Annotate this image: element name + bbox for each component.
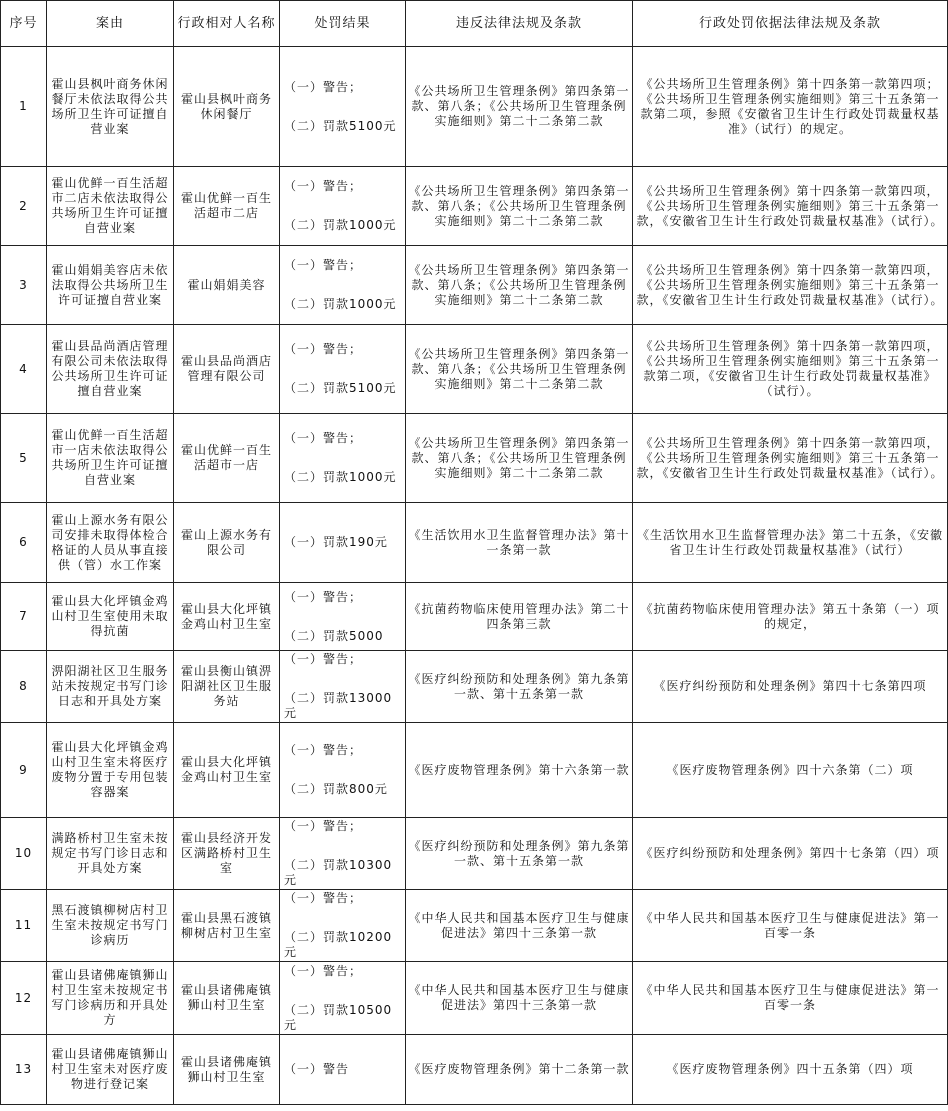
basis-cell: 《中华人民共和国基本医疗卫生与健康促进法》第一百零一条 bbox=[633, 890, 948, 962]
result-cell bbox=[280, 818, 406, 890]
party-cell: 霍山县黑石渡镇柳树店村卫生室 bbox=[174, 890, 280, 962]
case-cell: 霍山县枫叶商务休闲餐厅未依法取得公共场所卫生许可证擅自营业案 bbox=[47, 47, 174, 167]
violation-cell: 《公共场所卫生管理条例》第四条第一款、第八条；《公共场所卫生管理条例实施细则》第二十二条第二款 bbox=[406, 47, 633, 167]
violation-cell: 《中华人民共和国基本医疗卫生与健康促进法》第四十三条第一款 bbox=[406, 890, 633, 962]
result-line: （一）警告； bbox=[284, 589, 363, 604]
result-cell bbox=[280, 503, 406, 583]
table-row bbox=[1, 962, 948, 1035]
table-row bbox=[1, 167, 948, 246]
result-cell bbox=[280, 962, 406, 1035]
result-cell bbox=[280, 47, 406, 167]
violation-cell: 《医疗纠纷预防和处理条例》第九条第一款、第十五条第一款 bbox=[406, 818, 633, 890]
case-cell: 霍山县诸佛庵镇狮山村卫生室未按规定书写门诊病历和开具处方 bbox=[47, 962, 174, 1035]
case-cell: 霍山优鲜一百生活超市一店未依法取得公共场所卫生许可证擅自营业案 bbox=[47, 414, 174, 503]
result-line: （一）警告； bbox=[284, 342, 363, 356]
party-cell: 霍山上源水务有限公司 bbox=[174, 503, 280, 583]
violation-cell: 《公共场所卫生管理条例》第四条第一款、第八条；《公共场所卫生管理条例实施细则》第二十二条第二款 bbox=[406, 414, 633, 503]
basis-cell: 《公共场所卫生管理条例》第十四条第一款第四项，《公共场所卫生管理条例实施细则》第三十五条第一款，《安徽省卫生计生行政处罚裁量权基准》（试行）。 bbox=[633, 246, 948, 325]
case-cell: 霍山县大化坪镇金鸡山村卫生室使用未取得抗菌 bbox=[47, 583, 174, 651]
result-cell bbox=[280, 583, 406, 651]
result-cell bbox=[280, 890, 406, 962]
party-cell: 霍山娟娟美容 bbox=[174, 246, 280, 325]
case-cell: 霍山上源水务有限公司安排未取得体检合格证的人员从事直接供（管）水工作案 bbox=[47, 503, 174, 583]
party-cell: 霍山县衡山镇淠阳湖社区卫生服务站 bbox=[174, 651, 280, 723]
violation-cell: 《医疗废物管理条例》第十六条第一款 bbox=[406, 723, 633, 818]
row-number: 10 bbox=[1, 818, 47, 890]
header-case: 案由 bbox=[47, 1, 174, 47]
violation-cell: 《公共场所卫生管理条例》第四条第一款、第八条；《公共场所卫生管理条例实施细则》第二十二条第二款 bbox=[406, 167, 633, 246]
basis-cell: 《医疗纠纷预防和处理条例》第四十七条第四项 bbox=[633, 651, 948, 723]
case-cell: 满路桥村卫生室未按规定书写门诊日志和开具处方案 bbox=[47, 818, 174, 890]
party-cell: 霍山县经济开发区满路桥村卫生室 bbox=[174, 818, 280, 890]
result-gap bbox=[284, 758, 403, 782]
violation-cell: 《中华人民共和国基本医疗卫生与健康促进法》第四十三条第一款 bbox=[406, 962, 633, 1035]
result-line: （二）罚款1000元 bbox=[284, 218, 397, 232]
basis-cell: 《医疗纠纷预防和处理条例》第四十七条第（四）项 bbox=[633, 818, 948, 890]
row-number: 4 bbox=[1, 325, 47, 414]
result-gap bbox=[284, 979, 403, 1003]
result-line: （一）警告 bbox=[284, 1062, 350, 1076]
header-party: 行政相对人名称 bbox=[174, 1, 280, 47]
party-cell: 霍山优鲜一百生活超市一店 bbox=[174, 414, 280, 503]
result-gap bbox=[284, 273, 403, 297]
result-line: （二）罚款5000 bbox=[284, 628, 384, 643]
result-cell bbox=[280, 325, 406, 414]
result-cell bbox=[280, 723, 406, 818]
row-number: 12 bbox=[1, 962, 47, 1035]
row-number: 2 bbox=[1, 167, 47, 246]
result-gap bbox=[284, 834, 403, 858]
table-row bbox=[1, 651, 948, 723]
result-gap bbox=[284, 906, 403, 930]
basis-cell: 《公共场所卫生管理条例》第十四条第一款第四项，《公共场所卫生管理条例实施细则》第三十五条第一款第二项，《安徽省卫生计生行政处罚裁量权基准》（试行）。 bbox=[633, 325, 948, 414]
party-cell: 霍山优鲜一百生活超市二店 bbox=[174, 167, 280, 246]
result-gap bbox=[284, 194, 403, 218]
case-cell: 霍山县品尚酒店管理有限公司未依法取得公共场所卫生许可证擅自营业案 bbox=[47, 325, 174, 414]
header-violation: 违反法律法规及条款 bbox=[406, 1, 633, 47]
violation-cell: 《医疗废物管理条例》第十二条第一款 bbox=[406, 1035, 633, 1105]
party-cell: 霍山县大化坪镇金鸡山村卫生室 bbox=[174, 723, 280, 818]
row-number: 5 bbox=[1, 414, 47, 503]
basis-cell: 《公共场所卫生管理条例》第十四条第一款第四项，《公共场所卫生管理条例实施细则》第三十五条第一款，《安徽省卫生计生行政处罚裁量权基准》（试行）。 bbox=[633, 167, 948, 246]
result-line: （二）罚款10500元 bbox=[284, 1002, 393, 1032]
result-line: （一）警告； bbox=[284, 258, 363, 272]
case-cell: 黑石渡镇柳树店村卫生室未按规定书写门诊病历 bbox=[47, 890, 174, 962]
row-number: 11 bbox=[1, 890, 47, 962]
result-line: （一）警告； bbox=[284, 431, 363, 445]
violation-cell: 《生活饮用水卫生监督管理办法》第十一条第一款 bbox=[406, 503, 633, 583]
party-cell: 霍山县诸佛庵镇狮山村卫生室 bbox=[174, 962, 280, 1035]
party-cell: 霍山县诸佛庵镇狮山村卫生室 bbox=[174, 1035, 280, 1105]
table-row bbox=[1, 1035, 948, 1105]
basis-cell: 《医疗废物管理条例》四十六条第（二）项 bbox=[633, 723, 948, 818]
result-line: （一）警告； bbox=[284, 891, 363, 905]
result-line: （二）罚款5100元 bbox=[284, 381, 397, 395]
result-cell bbox=[280, 167, 406, 246]
table-row bbox=[1, 583, 948, 651]
result-line: （二）罚款1000元 bbox=[284, 297, 397, 311]
result-line: （二）罚款10300元 bbox=[284, 858, 393, 887]
result-cell bbox=[280, 246, 406, 325]
result-cell bbox=[280, 651, 406, 723]
row-number: 8 bbox=[1, 651, 47, 723]
result-gap bbox=[284, 357, 403, 381]
basis-cell: 《医疗废物管理条例》四十五条第（四）项 bbox=[633, 1035, 948, 1105]
violation-cell: 《公共场所卫生管理条例》第四条第一款、第八条；《公共场所卫生管理条例实施细则》第二十二条第二款 bbox=[406, 246, 633, 325]
party-cell: 霍山县大化坪镇金鸡山村卫生室 bbox=[174, 583, 280, 651]
basis-cell: 《中华人民共和国基本医疗卫生与健康促进法》第一百零一条 bbox=[633, 962, 948, 1035]
table-row bbox=[1, 818, 948, 890]
case-cell: 霍山优鲜一百生活超市二店未依法取得公共场所卫生许可证擅自营业案 bbox=[47, 167, 174, 246]
row-number: 1 bbox=[1, 47, 47, 167]
row-number: 9 bbox=[1, 723, 47, 818]
violation-cell: 《抗菌药物临床使用管理办法》第二十四条第三款 bbox=[406, 583, 633, 651]
table-row bbox=[1, 47, 948, 167]
row-number: 7 bbox=[1, 583, 47, 651]
result-gap bbox=[284, 605, 403, 629]
case-cell: 霍山县大化坪镇金鸡山村卫生室未将医疗废物分置于专用包装容器案 bbox=[47, 723, 174, 818]
header-row bbox=[1, 1, 948, 47]
result-gap bbox=[284, 667, 403, 691]
basis-cell: 《生活饮用水卫生监督管理办法》第二十五条，《安徽省卫生计生行政处罚裁量权基准》（试行） bbox=[633, 503, 948, 583]
basis-cell: 《公共场所卫生管理条例》第十四条第一款第四项；《公共场所卫生管理条例实施细则》第三十五条第一款第二项，参照《安徽省卫生计生行政处罚裁量权基准》（试行）的规定。 bbox=[633, 47, 948, 167]
result-line: （一）警告； bbox=[284, 963, 363, 978]
case-cell: 霍山县诸佛庵镇狮山村卫生室未对医疗废物进行登记案 bbox=[47, 1035, 174, 1105]
basis-cell: 《抗菌药物临床使用管理办法》第五十条第（一）项的规定， bbox=[633, 583, 948, 651]
header-result: 处罚结果 bbox=[280, 1, 406, 47]
result-line: （二）罚款1000元 bbox=[284, 470, 397, 484]
table-row bbox=[1, 723, 948, 818]
result-line: （一）罚款190元 bbox=[284, 535, 388, 549]
row-number: 6 bbox=[1, 503, 47, 583]
row-number: 3 bbox=[1, 246, 47, 325]
result-line: （一）警告； bbox=[284, 179, 363, 193]
violation-cell: 《医疗纠纷预防和处理条例》第九条第一款、第十五条第一款 bbox=[406, 651, 633, 723]
result-line: （二）罚款800元 bbox=[284, 782, 388, 796]
result-gap bbox=[284, 95, 403, 119]
case-cell: 霍山娟娟美容店未依法取得公共场所卫生许可证擅自营业案 bbox=[47, 246, 174, 325]
result-line: （一）警告； bbox=[284, 743, 363, 757]
result-cell bbox=[280, 414, 406, 503]
violation-cell: 《公共场所卫生管理条例》第四条第一款、第八条；《公共场所卫生管理条例实施细则》第二十二条第二款 bbox=[406, 325, 633, 414]
result-line: （二）罚款13000元 bbox=[284, 691, 393, 720]
table-row bbox=[1, 325, 948, 414]
result-line: （一）警告； bbox=[284, 819, 363, 833]
table-body bbox=[1, 47, 948, 1105]
table-row bbox=[1, 503, 948, 583]
result-line: （一）警告； bbox=[284, 652, 363, 666]
party-cell: 霍山县枫叶商务休闲餐厅 bbox=[174, 47, 280, 167]
result-line: （二）罚款5100元 bbox=[284, 118, 397, 133]
header-basis: 行政处罚依据法律法规及条款 bbox=[633, 1, 948, 47]
party-cell: 霍山县品尚酒店管理有限公司 bbox=[174, 325, 280, 414]
case-cell: 淠阳湖社区卫生服务站未按规定书写门诊日志和开具处方案 bbox=[47, 651, 174, 723]
result-line: （二）罚款10200元 bbox=[284, 930, 393, 959]
basis-cell: 《公共场所卫生管理条例》第十四条第一款第四项，《公共场所卫生管理条例实施细则》第三十五条第一款，《安徽省卫生计生行政处罚裁量权基准》（试行）。 bbox=[633, 414, 948, 503]
result-gap bbox=[284, 446, 403, 470]
table-row bbox=[1, 246, 948, 325]
table-row bbox=[1, 414, 948, 503]
result-cell bbox=[280, 1035, 406, 1105]
table-row bbox=[1, 890, 948, 962]
result-line: （一）警告； bbox=[284, 79, 363, 94]
row-number: 13 bbox=[1, 1035, 47, 1105]
header-no: 序号 bbox=[1, 1, 47, 47]
